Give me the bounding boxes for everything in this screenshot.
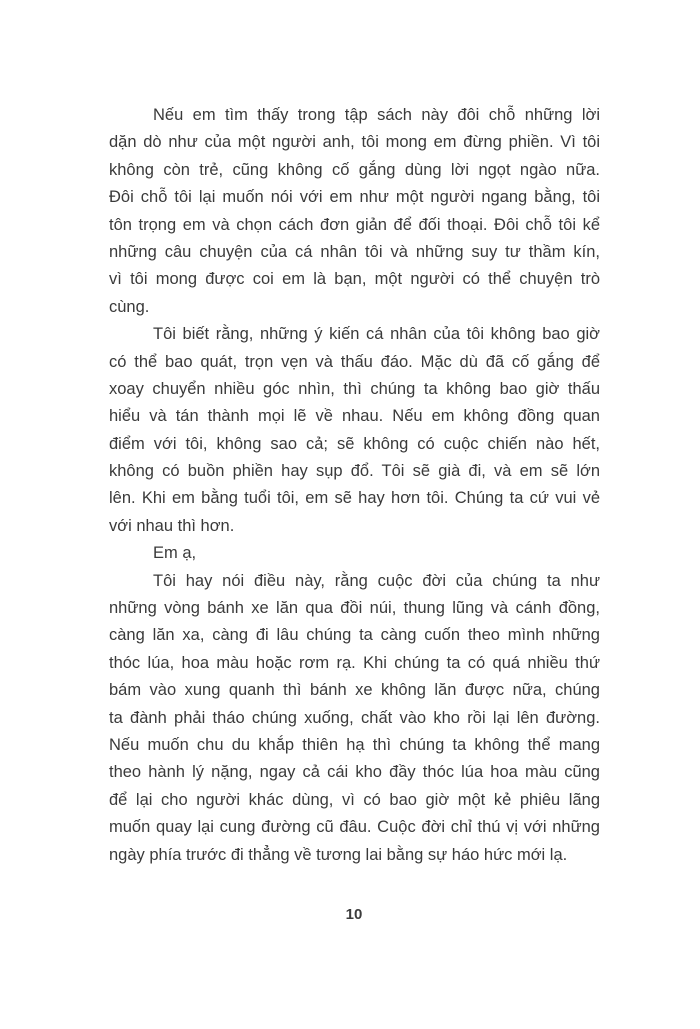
text-line: muốn quay lại cung đường cũ đâu. Cuộc đời chỉ thú vị với những [109,818,600,837]
body-text [109,102,600,869]
text-line: Đôi chỗ tôi lại muốn nói với em như một người ngang bằng, tôi [109,188,600,207]
text-line: những vòng bánh xe lăn qua đồi núi, thung lũng và cánh đồng, [109,599,600,618]
text-line: xoay chuyển nhiều góc nhìn, thì chúng ta không bao giờ thấu [109,379,600,398]
text-line: tôn trọng em và chọn cách đơn giản để đối thoại. Đôi chỗ tôi kể [109,215,600,234]
text-line: bám vào xung quanh thì bánh xe không lăn được nữa, chúng [109,681,600,700]
text-line: không còn trẻ, cũng không cố gắng dùng lời ngọt ngào nữa. [109,160,600,179]
text-line: để lại cho người khác dùng, vì có bao giờ một kẻ phiêu lãng [109,790,600,809]
paragraph [109,540,600,567]
text-line: Tôi biết rằng, những ý kiến cá nhân của tôi không bao giờ [153,325,600,344]
text-line: Tôi hay nói điều này, rằng cuộc đời của chúng ta như [153,571,600,590]
text-line: ta đành phải tháo chúng xuống, chất vào kho rồi lại lên đường. [109,708,600,727]
text-line: có thể bao quát, trọn vẹn và thấu đáo. Mặc dù đã cố gắng để [109,352,600,371]
text-line: Nếu em tìm thấy trong tập sách này đôi chỗ những lời [153,106,600,124]
text-line: ngày phía trước đi thẳng về tương lai bằng sự háo hức mới lạ. [109,845,568,864]
text-line: càng lăn xa, càng đi lâu chúng ta càng cuốn theo mình những [109,626,600,645]
text-line: điểm với tôi, không sao cả; sẽ không có cuộc chiến nào hết, [109,434,600,453]
paragraph [109,102,600,321]
text-line: theo hành lý nặng, ngay cả cái kho đầy thóc lúa hoa màu cũng [109,763,600,782]
paragraph [109,568,600,869]
text-line: không có buồn phiền hay sụp đổ. Tôi sẽ già đi, và em sẽ lớn [109,462,600,481]
text-line: thóc lúa, hoa màu hoặc rơm rạ. Khi chúng ta có quá nhiều thứ [109,653,600,672]
page-number: 10 [345,906,363,923]
text-line: dặn dò như của một người anh, tôi mong em đừng phiền. Vì tôi [109,133,600,152]
text-line: cùng. [109,297,150,316]
paragraph [109,321,600,540]
text-line: hiểu và tán thành mọi lẽ về nhau. Nếu em không đồng quan [109,407,600,426]
text-line: với nhau thì hơn. [109,516,235,535]
text-line: Em ạ, [153,544,197,563]
text-line: vì tôi mong được coi em là bạn, một người có thể chuyện trò [109,270,600,289]
text-line: Nếu muốn chu du khắp thiên hạ thì chúng ta không thể mang [109,735,600,754]
text-line: những câu chuyện của cá nhân tôi và những suy tư thầm kín, [109,242,600,261]
text-line: lên. Khi em bằng tuổi tôi, em sẽ hay hơn tôi. Chúng ta cứ vui vẻ [109,489,600,508]
